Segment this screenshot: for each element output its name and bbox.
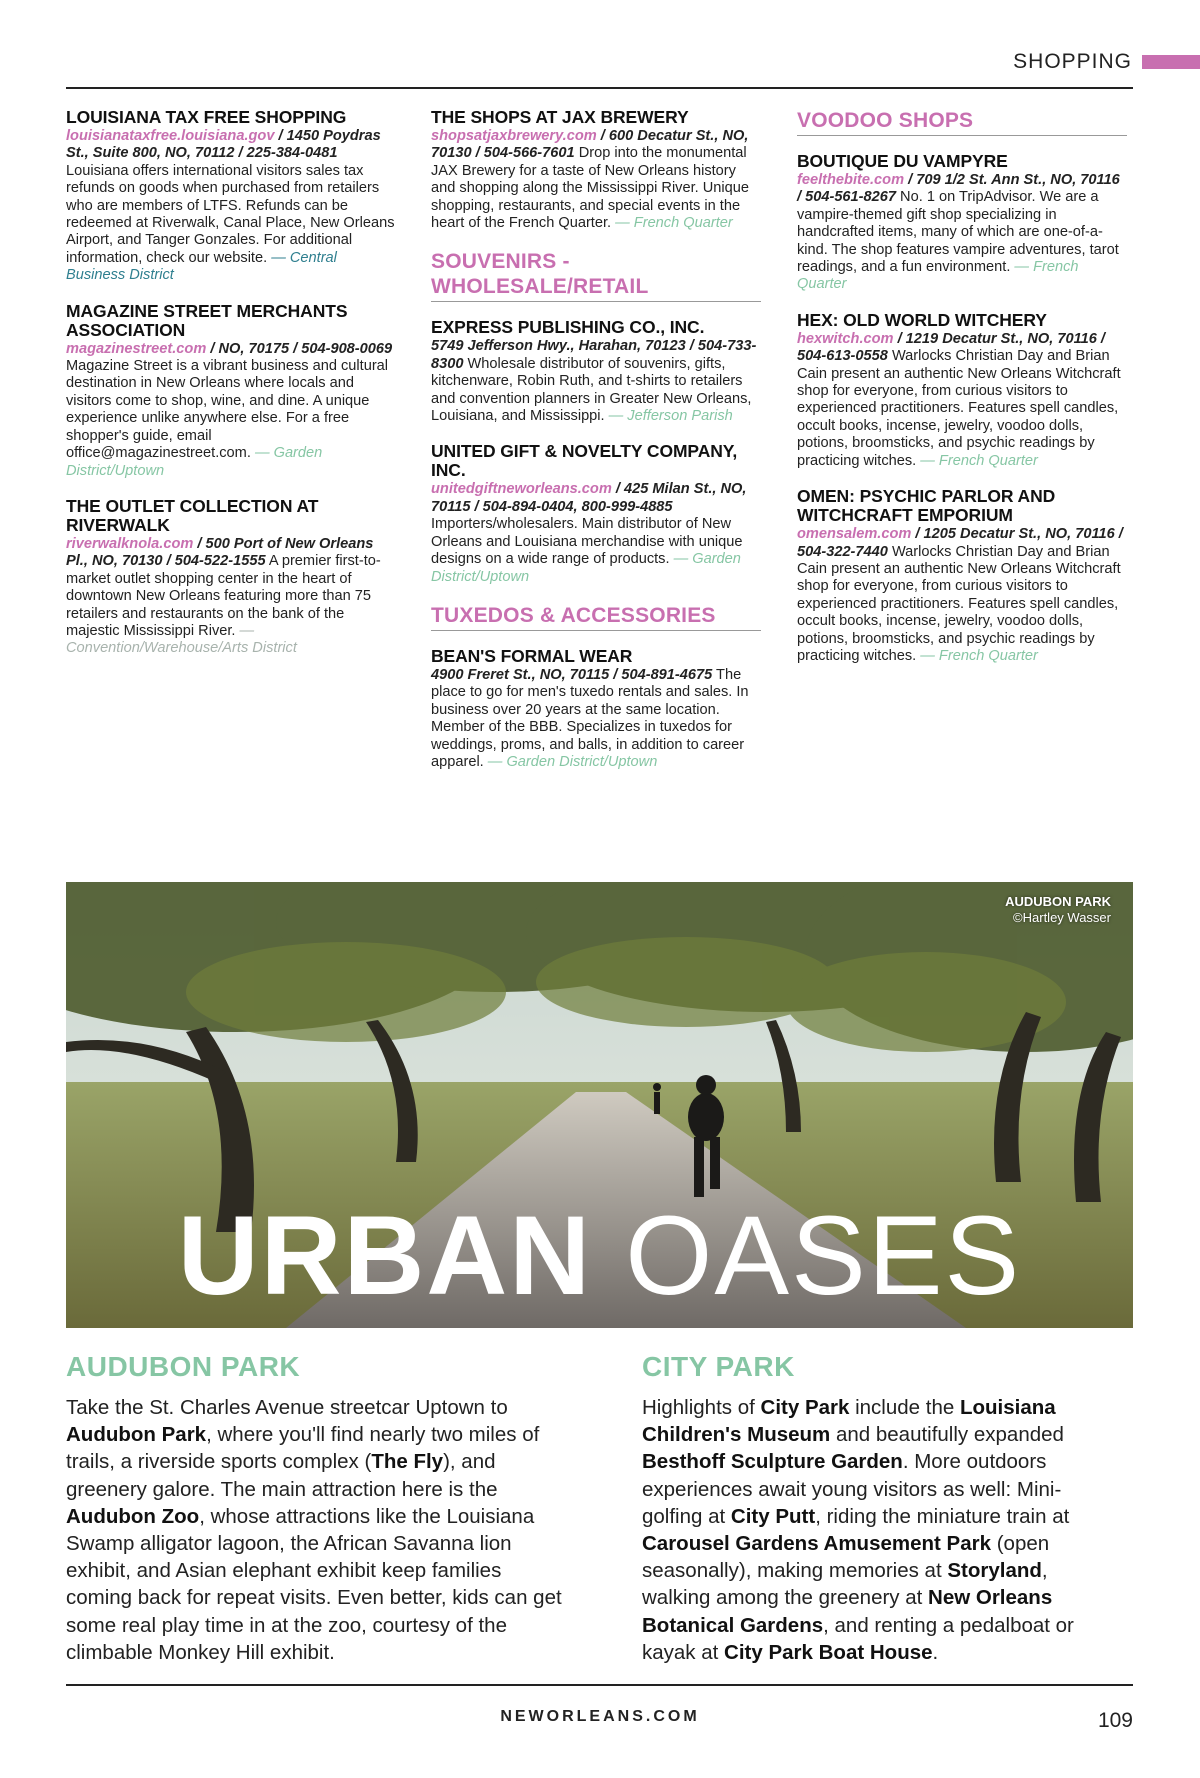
- listing-website-link[interactable]: shopsatjaxbrewery.com: [431, 128, 597, 144]
- body-text: .: [932, 1640, 939, 1664]
- section-color-bar: [1142, 55, 1200, 69]
- listing-description: Louisiana offers international visitors sales tax refunds on goods when purchased from retailers who are members of LTFS. Refunds can be redeemed at Riverwalk, Canal Place, New Orleans Airport, and Tanger Gonzales. For additional information, check our website.: [66, 162, 395, 266]
- category-heading-voodoo: VOODOO SHOPS: [797, 108, 1127, 136]
- listing-express-publishing: [431, 318, 761, 425]
- listing-column-1: [66, 108, 396, 675]
- listing-description: Wholesale distributor of souvenirs, gifts, kitchenware, Robin Ruth, and t-shirts to retailers and convention planners in Greater New Orleans, Louisiana, and Mississippi.: [431, 355, 752, 425]
- body-text: (open seasonally), making memories at: [642, 1532, 1050, 1583]
- listing-united-gift: [431, 442, 761, 585]
- body-highlight: New Orleans Botanical Gardens: [642, 1586, 1053, 1637]
- feature-title: [66, 1193, 1133, 1318]
- body-text: include the: [849, 1396, 960, 1419]
- listing-name: BEAN'S FORMAL WEAR: [431, 645, 633, 666]
- listing-website-link[interactable]: louisianataxfree.louisiana.gov: [66, 128, 275, 144]
- body-text: , walking among the greenery at: [642, 1559, 1048, 1610]
- body-text: . More outdoors experiences await young visitors as well: Mini-golfing at: [642, 1450, 1062, 1528]
- listing-outlet-collection: [66, 497, 396, 658]
- listing-website-link[interactable]: magazinestreet.com: [66, 340, 207, 357]
- listing-beans-formal-wear: [431, 647, 761, 771]
- body-highlight: City Park: [760, 1396, 850, 1419]
- listing-name: THE SHOPS AT JAX BREWERY: [431, 107, 689, 127]
- hero-photo-audubon-park: [66, 882, 1133, 1328]
- body-highlight: The Fly: [371, 1450, 444, 1474]
- listing-description: The place to go for men's tuxedo rentals and sales. In business over 20 years at the same location. Member of the BBB. Specializes in tuxedos for weddings, proms, and balls, in addition to career apparel.: [431, 666, 749, 770]
- listing-website-link[interactable]: feelthebite.com: [797, 172, 905, 188]
- body-text: and beautifully expanded: [830, 1423, 1064, 1447]
- footer-website[interactable]: NEWORLEANS.COM: [500, 1708, 700, 1725]
- listing-address: / 1219 Decatur St., NO, 70116 / 504-613-0558: [797, 330, 1105, 365]
- listing-column-2: [431, 108, 761, 788]
- section-heading: AUDUBON PARK: [66, 1351, 301, 1382]
- listing-name: UNITED GIFT & NOVELTY COMPANY, INC.: [431, 441, 738, 481]
- listing-address: / 1205 Decatur St., NO, 70116 / 504-322-7440: [797, 526, 1123, 560]
- body-highlight: Storyland: [947, 1559, 1042, 1583]
- listing-website-link[interactable]: riverwalknola.com: [66, 535, 194, 552]
- body-highlight: Carousel Gardens Amusement Park: [642, 1532, 992, 1556]
- listing-column-3: [797, 108, 1127, 682]
- body-highlight: City Putt: [730, 1504, 816, 1528]
- body-text: , whose attractions like the Louisiana Swamp alligator lagoon, the African Savanna lion exhibit, and Asian elephant exhibit keep families coming back for repeat visits. Even better, kids can get some real play time in at the zoo, courtesy of the climbable Monkey Hill exhibit.: [66, 1504, 562, 1664]
- category-heading-tuxedos: TUXEDOS & ACCESSORIES: [431, 603, 761, 631]
- feature-title-word-2: OASES: [592, 1193, 1022, 1318]
- listing-address: / 709 1/2 St. Ann St., NO, 70116 / 504-561-8267: [797, 172, 1120, 206]
- audubon-park-section: [66, 1350, 566, 1666]
- listing-website-link[interactable]: omensalem.com: [797, 526, 912, 543]
- listing-description: Warlocks Christian Day and Brian Cain present an authentic New Orleans Witchcraft shop for everyone, from curious visitors to experienced practitioners. Features spell candles, occult books, incense, jewelry, voodoo dolls, potions, broomsticks, and psychic readings by practicing witches.: [797, 348, 1121, 469]
- listing-area: — Jefferson Parish: [604, 408, 733, 425]
- listing-website-link[interactable]: unitedgiftneworleans.com: [431, 481, 612, 498]
- listing-description: A premier first-to-market outlet shopping center in the heart of downtown New Orleans featuring more than 75 retailers and restaurants on the bank of the majestic Mississippi River.: [66, 553, 381, 639]
- body-highlight: City Park Boat House: [724, 1640, 933, 1664]
- listing-description: Drop into the monumental JAX Brewery for a taste of New Orleans history and shopping along the Mississippi River. Unique shopping, restaurants, and special events in the heart of the French Quarter.: [431, 145, 750, 232]
- body-text: Highlights of: [642, 1396, 761, 1419]
- body-text: , where you'll find nearly two miles of trails, a riverside sports complex (: [66, 1423, 540, 1474]
- listing-magazine-street: [66, 302, 396, 480]
- listing-area: — French Quarter: [611, 215, 733, 232]
- listing-name: EXPRESS PUBLISHING CO., INC.: [431, 317, 705, 338]
- listing-area: — Garden District/Uptown: [431, 551, 741, 585]
- listing-area: — Convention/Warehouse/Arts District: [66, 622, 297, 657]
- body-text: ), and greenery galore. The main attraction here is the: [66, 1450, 498, 1501]
- listing-address: 4900 Freret St., NO, 70115 / 504-891-4675: [431, 666, 713, 683]
- photo-caption-place: AUDUBON PARK: [1005, 894, 1111, 909]
- listing-area: — Garden District/Uptown: [483, 753, 658, 770]
- section-body: [642, 1394, 1112, 1666]
- listing-description: Warlocks Christian Day and Brian Cain present an authentic New Orleans Witchcraft shop for everyone, from curious visitors to experienced practitioners. Features spell candles, occult books, incense, jewelry, voodoo dolls, potions, broomsticks, and psychic readings by practicing witches.: [797, 543, 1121, 664]
- listing-name: HEX: OLD WORLD WITCHERY: [797, 309, 1047, 330]
- photo-caption: [1005, 894, 1111, 926]
- listing-address: / 425 Milan St., NO, 70115 / 504-894-0404, 800-999-4885: [431, 481, 747, 515]
- section-heading: CITY PARK: [642, 1351, 795, 1382]
- body-highlight: Besthoff Sculpture Garden: [642, 1450, 903, 1474]
- listing-area: — French Quarter: [916, 452, 1038, 469]
- body-highlight: Audubon Park: [66, 1423, 207, 1447]
- listing-address: 5749 Jefferson Hwy., Harahan, 70123 / 504-733-8300: [431, 338, 757, 372]
- listing-website-link[interactable]: hexwitch.com: [797, 330, 894, 347]
- section-tab: [1013, 52, 1200, 72]
- body-highlight: Louisiana Children's Museum: [642, 1396, 1056, 1447]
- listing-name: THE OUTLET COLLECTION AT RIVERWALK: [66, 495, 319, 535]
- body-highlight: Audubon Zoo: [66, 1504, 200, 1528]
- listing-address: / 600 Decatur St., NO, 70130 / 504-566-7601: [431, 128, 749, 162]
- listing-description: Importers/wholesalers. Main distributor of New Orleans and Louisiana merchandise with unique designs on a wide range of products.: [431, 516, 743, 568]
- body-text: , riding the miniature train at: [815, 1504, 1070, 1528]
- listing-louisiana-tax-free: [66, 108, 396, 285]
- city-park-section: [642, 1350, 1112, 1666]
- listing-name: OMEN: PSYCHIC PARLOR AND WITCHCRAFT EMPORIUM: [797, 486, 1056, 526]
- listing-area: — French Quarter: [797, 259, 1079, 293]
- listing-jax-brewery: [431, 108, 761, 232]
- category-heading-souvenirs: SOUVENIRS - WHOLESALE/RETAIL: [431, 249, 761, 302]
- listing-hex-witchery: [797, 311, 1127, 470]
- photo-credit: ©Hartley Wasser: [1013, 910, 1111, 925]
- listing-omen-psychic-parlor: [797, 487, 1127, 665]
- top-rule: [66, 87, 1133, 89]
- listing-boutique-du-vampyre: [797, 152, 1127, 294]
- bottom-rule: [66, 1684, 1133, 1686]
- body-text: Take the St. Charles Avenue streetcar Uptown to: [66, 1396, 508, 1419]
- listing-address: / 1450 Poydras St., Suite 800, NO, 70112 / 225-384-0481: [66, 128, 381, 162]
- page-number: 109: [1097, 1709, 1133, 1732]
- feature-title-word-1: URBAN: [177, 1193, 593, 1318]
- body-text: , and renting a pedalboat or kayak at: [642, 1613, 1074, 1664]
- listing-name: MAGAZINE STREET MERCHANTS ASSOCIATION: [66, 300, 348, 340]
- section-body: [66, 1394, 566, 1666]
- listing-address: / 500 Port of New Orleans Pl., NO, 70130 / 504-522-1555: [66, 535, 374, 570]
- listing-description: Magazine Street is a vibrant business and cultural destination in New Orleans where locals and visitors come to shop, wine, and dine. A unique experience unlike anywhere else. For a free shopper's guide, email office@magazinestreet.com.: [66, 358, 389, 462]
- listing-address: / NO, 70175 / 504-908-0069: [206, 340, 393, 357]
- section-label: SHOPPING: [1013, 50, 1132, 73]
- listing-name: LOUISIANA TAX FREE SHOPPING: [66, 107, 347, 127]
- listing-name: BOUTIQUE DU VAMPYRE: [797, 151, 1008, 171]
- listing-description: No. 1 on TripAdvisor. We are a vampire-themed gift shop specializing in handcrafted items, many of which are one-of-a-kind. The shop features vampire adventures, tarot readings, and a fun environment.: [797, 189, 1119, 276]
- listing-area: — Garden District/Uptown: [66, 445, 323, 479]
- listing-area: — French Quarter: [916, 647, 1038, 664]
- listing-area: — Central Business District: [66, 249, 337, 284]
